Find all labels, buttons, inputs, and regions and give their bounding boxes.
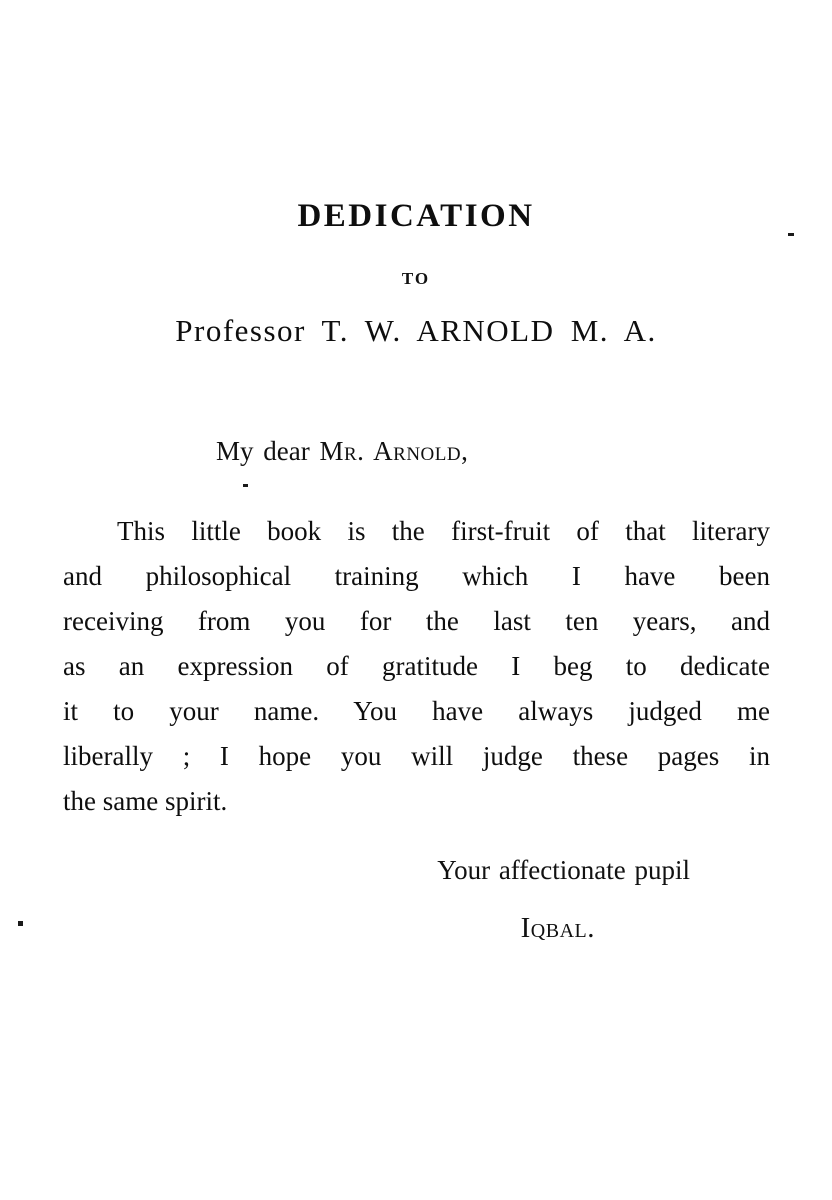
scan-speck	[243, 484, 248, 487]
dedicatee-name: Professor T. W. ARNOLD M. A.	[175, 313, 657, 348]
paragraph-line: receiving from you for the last ten years, and	[63, 605, 770, 636]
paragraph-line: liberally ; I hope you will judge these pages in	[63, 740, 770, 771]
dedication-to-label: TO	[401, 269, 431, 288]
salutation-addressee: Mr. Arnold,	[319, 436, 469, 467]
dedication-paragraph	[0, 509, 832, 824]
page-title: DEDICATION	[297, 198, 535, 234]
scan-speck	[788, 233, 794, 236]
salutation	[0, 435, 832, 469]
signature-line	[0, 910, 832, 946]
paragraph-line: the same spirit.	[63, 785, 228, 816]
closing-line: Your affectionate pupil	[437, 854, 690, 885]
salutation-prefix: My dear	[216, 436, 320, 467]
signature-name: Iqbal.	[520, 911, 595, 944]
scan-speck	[18, 921, 23, 926]
paragraph-line: it to your name. You have always judged me	[63, 695, 770, 726]
paragraph-line: This little book is the first-fruit of that literary	[117, 515, 770, 546]
paragraph-line: as an expression of gratitude I beg to dedicate	[63, 650, 770, 681]
paragraph-line: and philosophical training which I have been	[63, 560, 770, 591]
